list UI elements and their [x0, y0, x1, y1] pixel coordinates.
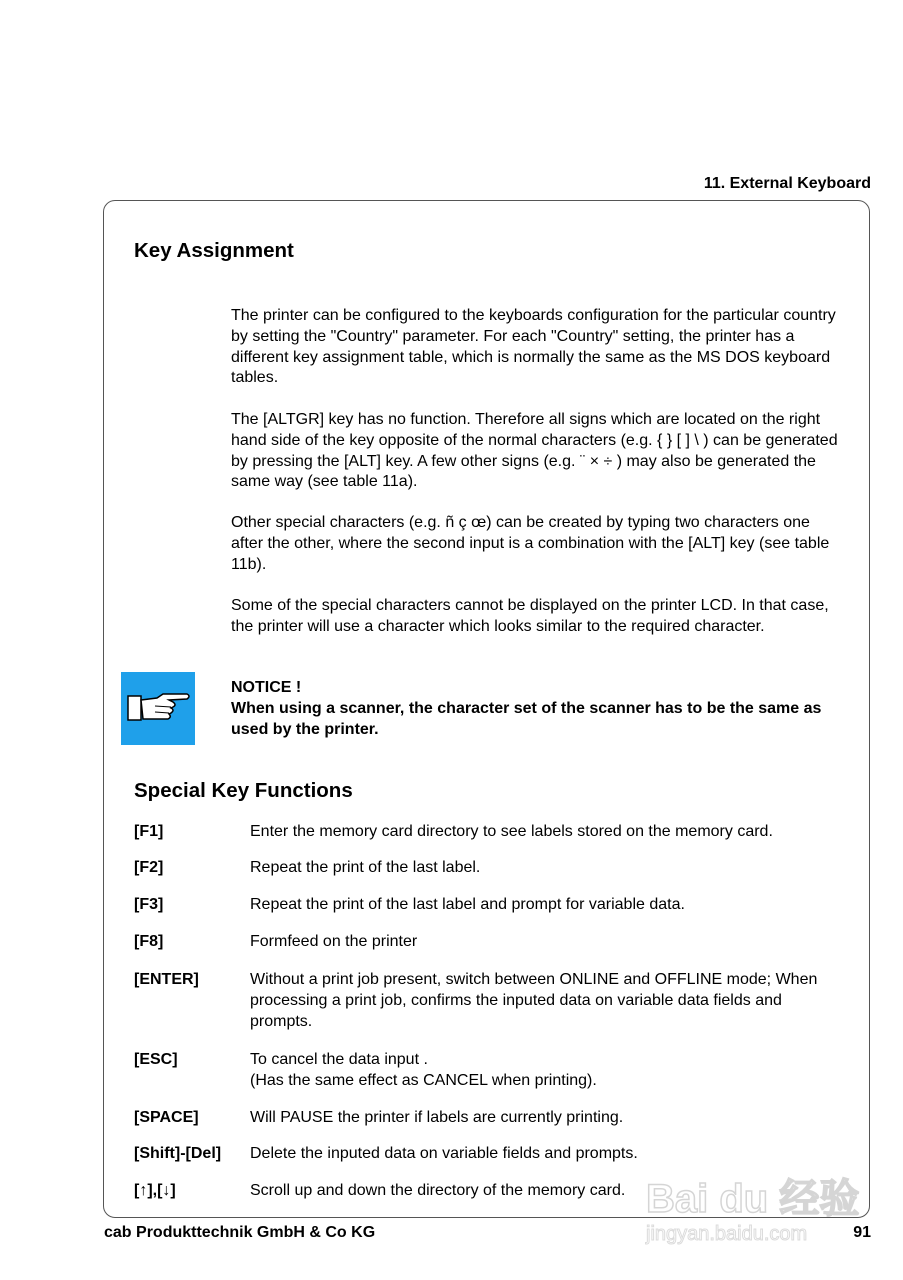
chapter-title: 11. External Keyboard	[703, 175, 871, 192]
key-description: Repeat the print of the last label.	[250, 859, 481, 876]
notice-text: When using a scanner, the character set of the scanner has to be the same as used by the printer.	[231, 699, 822, 738]
key-description: Repeat the print of the last label and prompt for variable data.	[250, 896, 685, 913]
page-number: 91	[853, 1224, 871, 1241]
key-label: [SPACE]	[134, 1109, 199, 1126]
key-description: Will PAUSE the printer if labels are currently printing.	[250, 1109, 624, 1126]
paragraph-1: The printer can be configured to the keyboards configuration for the particular country by setting the "Country" parameter. For each "Country" setting, the printer has a different key assignment table, which is normally the same as the MS DOS keyboard tables.	[231, 307, 836, 387]
key-label: [F1]	[134, 823, 164, 840]
key-description: Enter the memory card directory to see labels stored on the memory card.	[250, 823, 773, 840]
key-label: [F8]	[134, 933, 164, 950]
baidu-watermark	[640, 1150, 870, 1250]
watermark-url: jingyan.baidu.com	[646, 1223, 808, 1245]
pointing-hand-icon	[121, 672, 195, 745]
key-label: [↑],[↓]	[134, 1182, 176, 1199]
section-title-key-assignment: Key Assignment	[134, 239, 294, 262]
key-description: Formfeed on the printer	[250, 933, 418, 950]
section-title-special-keys: Special Key Functions	[134, 779, 353, 802]
paragraph-2: The [ALTGR] key has no function. Therefore all signs which are located on the right hand side of the key opposite of the normal characters (e.g. { } [ ] \ ) can be generated by pressing the [ALT] key. A few other signs (e.g. ¨ × ÷ ) may also be generated the same way (see table 11a).	[231, 411, 838, 491]
key-description: Scroll up and down the directory of the memory card.	[250, 1182, 626, 1199]
key-description-line: To cancel the data input .	[250, 1051, 428, 1068]
notice-block	[231, 678, 831, 740]
key-description: Delete the inputed data on variable fields and prompts.	[250, 1145, 638, 1162]
paragraph-3: Other special characters (e.g. ñ ç œ) can be created by typing two characters one after the other, where the second input is a combination with the [ALT] key (see table 11b).	[231, 514, 830, 573]
key-description-line: (Has the same effect as CANCEL when printing).	[250, 1072, 597, 1089]
footer-company: cab Produkttechnik GmbH & Co KG	[104, 1224, 376, 1241]
notice-title: NOTICE !	[231, 679, 302, 696]
key-description	[250, 1049, 840, 1091]
key-description: Without a print job present, switch between ONLINE and OFFLINE mode; When processing a print job, confirms the inputed data on variable data fields and prompts.	[250, 971, 818, 1030]
watermark-brand: Bai du 经验	[646, 1177, 860, 1221]
key-label: [F3]	[134, 896, 164, 913]
key-label: [ENTER]	[134, 971, 199, 988]
paragraph-4: Some of the special characters cannot be displayed on the printer LCD. In that case, the printer will use a character which looks similar to the required character.	[231, 597, 829, 635]
key-label: [Shift]-[Del]	[134, 1145, 222, 1162]
key-label: [ESC]	[134, 1051, 178, 1068]
key-label: [F2]	[134, 859, 164, 876]
